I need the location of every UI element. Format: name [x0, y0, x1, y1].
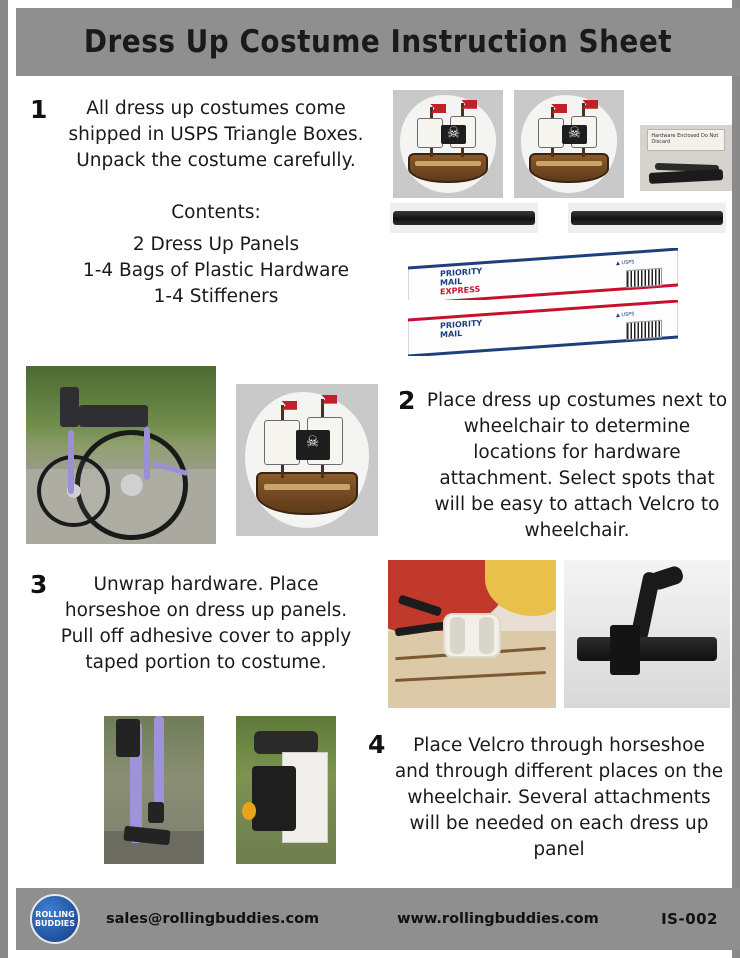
express-box-line2: MAIL: [440, 277, 463, 288]
photo-ship-panel-right: ☠: [514, 90, 624, 198]
page-header: [16, 8, 740, 76]
footer-website[interactable]: www.rollingbuddies.com: [397, 911, 599, 927]
photo-ship-panel-step2: ☠: [236, 384, 378, 536]
contents-line-3: 1-4 Stiffeners: [153, 286, 279, 307]
photo-costume-horseshoe: [388, 560, 556, 708]
step-2-number: 2: [398, 386, 416, 415]
photo-stiffener-right: [568, 203, 726, 233]
rolling-buddies-logo: [30, 894, 80, 944]
priority-box-line2: MAIL: [440, 329, 463, 340]
step-2-text: Place dress up costumes next to wheelchair to determine locations for hardware attachment. Select spots that will be easy to attach Velcro to wheelchair.: [426, 390, 728, 541]
photo-armrest: [236, 716, 336, 864]
photo-purple-frame: [104, 716, 204, 864]
photo-hardware-hook: [564, 560, 730, 708]
logo-line-2: BUDDIES: [34, 919, 76, 928]
priority-box-line1: PRIORITY: [440, 318, 483, 331]
page-footer: [16, 888, 740, 950]
contents-heading: Contents:: [171, 202, 261, 223]
photo-ship-panel-left: ☠: [393, 90, 503, 198]
photo-priority-box: ▲ USPS PRIORITY MAIL: [408, 300, 678, 356]
document-code: IS-002: [661, 910, 718, 928]
page-title: Dress Up Costume Instruction Sheet: [83, 24, 673, 60]
express-box-line1: PRIORITY: [440, 266, 483, 279]
step-3-number: 3: [30, 570, 48, 599]
logo-line-1: ROLLING: [35, 910, 75, 919]
step-3-text: Unwrap hardware. Place horseshoe on dress up panels. Pull off adhesive cover to apply taped portion to costume.: [60, 574, 352, 673]
footer-email[interactable]: sales@rollingbuddies.com: [106, 911, 320, 927]
step-1-number: 1: [30, 95, 48, 124]
step-4-text: Place Velcro through horseshoe and through different places on the wheelchair. Several attachments will be needed on each dress up panel: [394, 735, 724, 860]
photo-stiffener-left: [390, 203, 538, 233]
step-4-number: 4: [368, 730, 386, 759]
step-1-text: All dress up costumes come shipped in USPS Triangle Boxes. Unpack the costume carefully.: [68, 98, 364, 171]
photo-priority-express-box: ▲ USPS PRIORITY MAIL EXPRESS: [408, 248, 678, 304]
photo-hardware-bag: [640, 125, 732, 191]
photo-wheelchair: [26, 366, 216, 544]
express-box-line3: EXPRESS: [440, 284, 481, 297]
contents-line-1: 2 Dress Up Panels: [132, 234, 300, 255]
hardware-bag-label: Hardware Enclosed Do Not Discard: [647, 129, 724, 151]
contents-line-2: 1-4 Bags of Plastic Hardware: [82, 260, 350, 281]
